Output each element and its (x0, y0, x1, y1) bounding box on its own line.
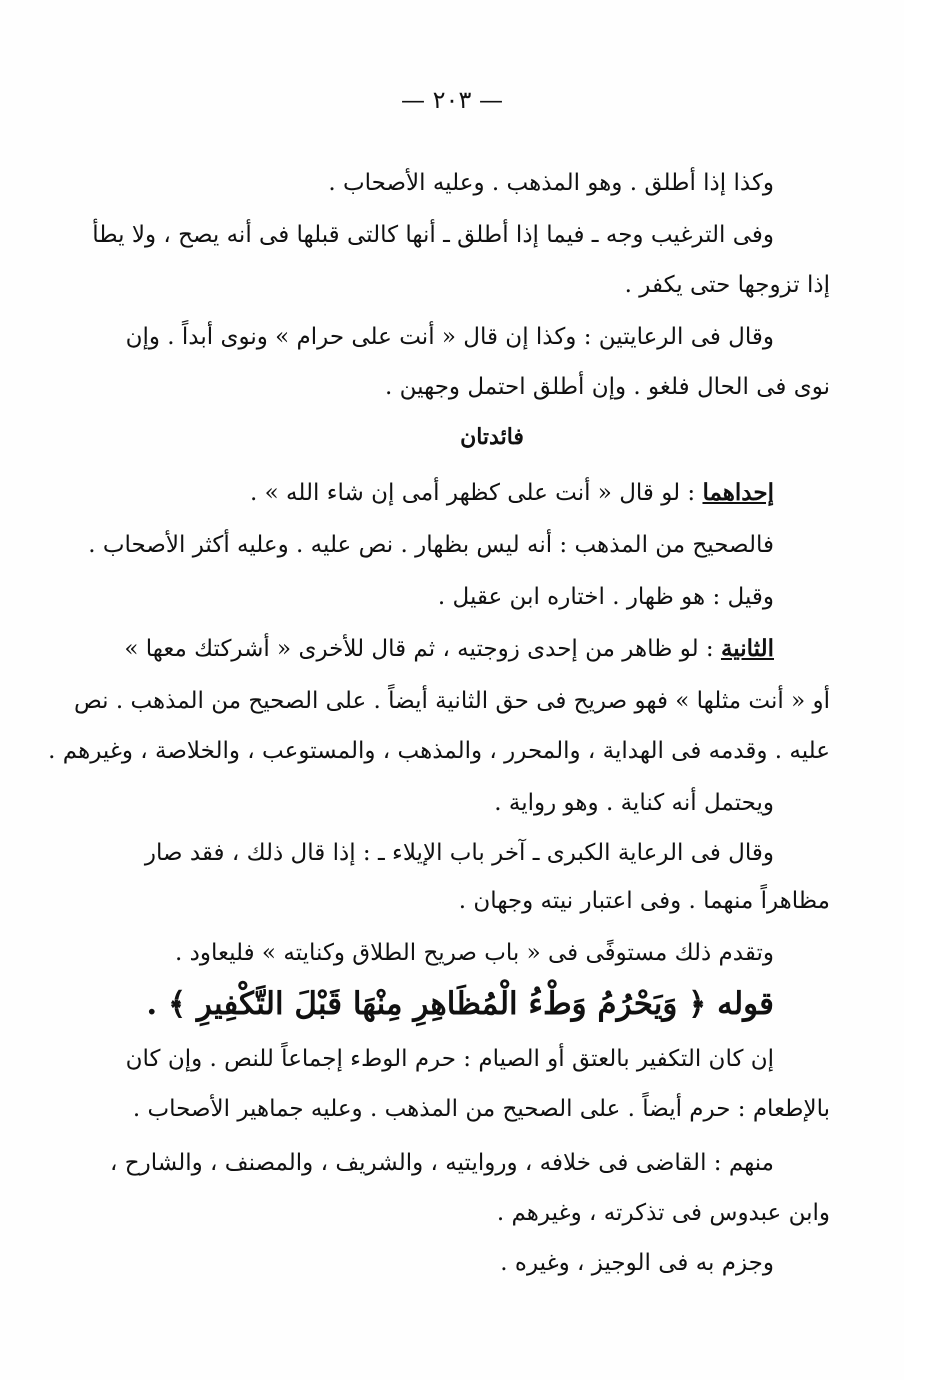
text-line (150, 476, 830, 510)
text-line (150, 580, 830, 614)
text-line (150, 370, 830, 404)
line-text: منهم : القاضى فى خلافه ، وروايتيه ، والشريف ، والمصنف ، والشارح ، (110, 1150, 774, 1176)
quran-quote: ﴿ وَيَحْرُمُ وَطْءُ الْمُظَاهِرِ مِنْهَا قَبْلَ التَّكْفِيرِ ﴾ . (146, 986, 718, 1022)
text-line (125, 1042, 830, 1076)
line-text: وكذا إذا أطلق . وهو المذهب . وعليه الأصحاب . (328, 170, 774, 196)
line-text: فالصحيح من المذهب : أنه ليس بظهار . نص عليه . وعليه أكثر الأصحاب . (88, 532, 774, 558)
text-line (150, 936, 830, 970)
line-text: إذا تزوجها حتى يكفر . (624, 272, 830, 298)
text-line (150, 1246, 830, 1280)
line-text: أو « أنت مثلها » فهو صريح فى حق الثانية أيضاً . على الصحيح من المذهب . نص (73, 688, 830, 714)
text-line (150, 884, 830, 918)
line-text: إن كان التكفير بالعتق أو الصيام : حرم الوطء إجماعاً للنص . وإن كان (125, 1046, 774, 1072)
text-line (88, 528, 830, 562)
text-line (150, 268, 830, 302)
section-lead: الثانية (720, 635, 774, 662)
text-line (150, 786, 830, 820)
text-line (92, 218, 830, 252)
line-text: وقال فى الرعايتين : وكذا إن قال « أنت على حرام » ونوى أبداً . وإن (125, 324, 774, 350)
section-heading: فائدتان (460, 424, 524, 450)
section-lead: إحداهما (702, 479, 774, 506)
line-text: وقيل : هو ظهار . اختاره ابن عقيل . (437, 584, 774, 610)
line-text: مظاهراً منهما . وفى اعتبار نيته وجهان . (458, 888, 830, 914)
page-number: — ٢٠٣ — (401, 86, 503, 114)
line-text: عليه . وقدمه فى الهداية ، والمحرر ، والمذهب ، والمستوعب ، والخلاصة ، وغيرهم . (48, 738, 830, 764)
text-line (150, 1196, 830, 1230)
text-line (124, 632, 830, 666)
text-line (150, 166, 830, 200)
text-line (110, 1146, 830, 1180)
text-line (146, 984, 830, 1027)
text-line (132, 1092, 830, 1126)
text-line (48, 734, 830, 768)
text-line (73, 684, 830, 718)
text-line (144, 836, 830, 870)
line-text: نوى فى الحال فلغو . وإن أطلق احتمل وجهين . (385, 374, 830, 400)
line-text: وقال فى الرعاية الكبرى ـ آخر باب الإيلاء ـ : إذا قال ذلك ، فقد صار (144, 840, 774, 866)
line-text: : لو ظاهر من إحدى زوجتيه ، ثم قال للأخرى « أشركتك معها » (124, 636, 721, 662)
line-text: : لو قال « أنت على كظهر أمى إن شاء الله » . (250, 480, 703, 506)
line-text: ويحتمل أنه كناية . وهو رواية . (494, 790, 774, 816)
line-text: بالإطعام : حرم أيضاً . على الصحيح من المذهب . وعليه جماهير الأصحاب . (132, 1096, 830, 1122)
section-lead: قوله (717, 986, 774, 1022)
line-text: وفى الترغيب وجه ـ فيما إذا أطلق ـ أنها كالتى قبلها فى أنه يصح ، ولا يطأ (92, 222, 774, 248)
line-text: وابن عبدوس فى تذكرته ، وغيرهم . (496, 1200, 830, 1226)
line-text: وجزم به فى الوجيز ، وغيره . (500, 1250, 774, 1276)
text-line (125, 320, 830, 354)
line-text: وتقدم ذلك مستوفًى فى « باب صريح الطلاق وكنايته » فليعاود . (175, 940, 774, 966)
